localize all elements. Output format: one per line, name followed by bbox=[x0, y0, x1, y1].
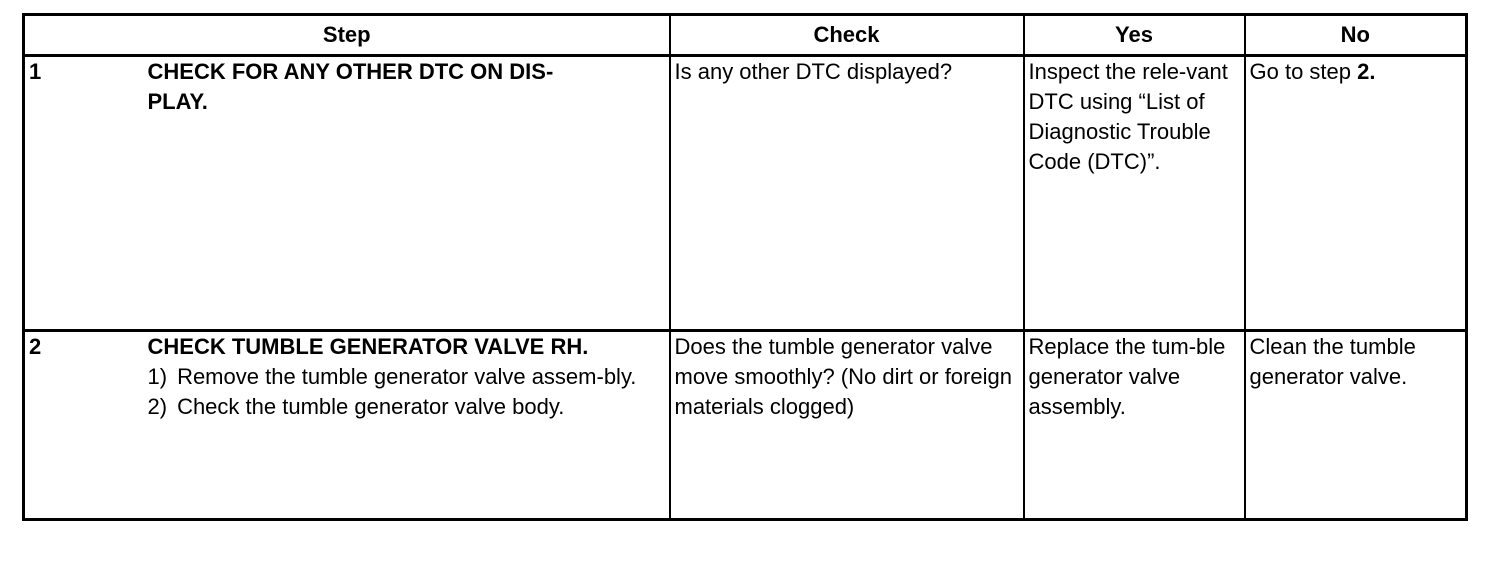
check-cell: Is any other DTC displayed? bbox=[670, 56, 1024, 331]
yes-cell: Inspect the rele-vant DTC using “List of Diagnostic Trouble Code (DTC)”. bbox=[1024, 56, 1245, 331]
header-check: Check bbox=[670, 15, 1024, 56]
check-cell: Does the tumble generator valve move smoothly? (No dirt or foreign materials clogged) bbox=[670, 331, 1024, 520]
header-yes: Yes bbox=[1024, 15, 1245, 56]
substep-text: Check the tumble generator valve body. bbox=[177, 394, 565, 419]
header-no: No bbox=[1245, 15, 1467, 56]
diagnostic-table bbox=[22, 13, 1468, 521]
no-cell: Clean the tumble generator valve. bbox=[1245, 331, 1467, 520]
no-cell bbox=[1245, 56, 1467, 331]
step-title-line: PLAY. bbox=[147, 89, 208, 114]
substep bbox=[148, 362, 665, 392]
no-step-ref: 2. bbox=[1357, 59, 1376, 84]
step-description bbox=[148, 56, 670, 331]
table-row bbox=[24, 56, 1467, 331]
step-number: 2 bbox=[24, 331, 148, 520]
substep bbox=[148, 392, 665, 422]
step-title bbox=[148, 57, 665, 117]
step-title-line: CHECK FOR ANY OTHER DTC ON DIS- bbox=[147, 59, 554, 84]
yes-cell: Replace the tum-ble generator valve assembly. bbox=[1024, 331, 1245, 520]
step-title: CHECK TUMBLE GENERATOR VALVE RH. bbox=[147, 334, 589, 359]
step-description bbox=[148, 331, 670, 520]
substep-number: 2) bbox=[147, 394, 168, 419]
substep-number: 1) bbox=[147, 364, 168, 389]
substep-text: Remove the tumble generator valve assem-bly. bbox=[177, 364, 637, 389]
header-row bbox=[24, 15, 1467, 56]
no-text: Go to step bbox=[1249, 59, 1358, 84]
table-row bbox=[24, 331, 1467, 520]
step-number: 1 bbox=[24, 56, 148, 331]
header-step: Step bbox=[24, 15, 670, 56]
